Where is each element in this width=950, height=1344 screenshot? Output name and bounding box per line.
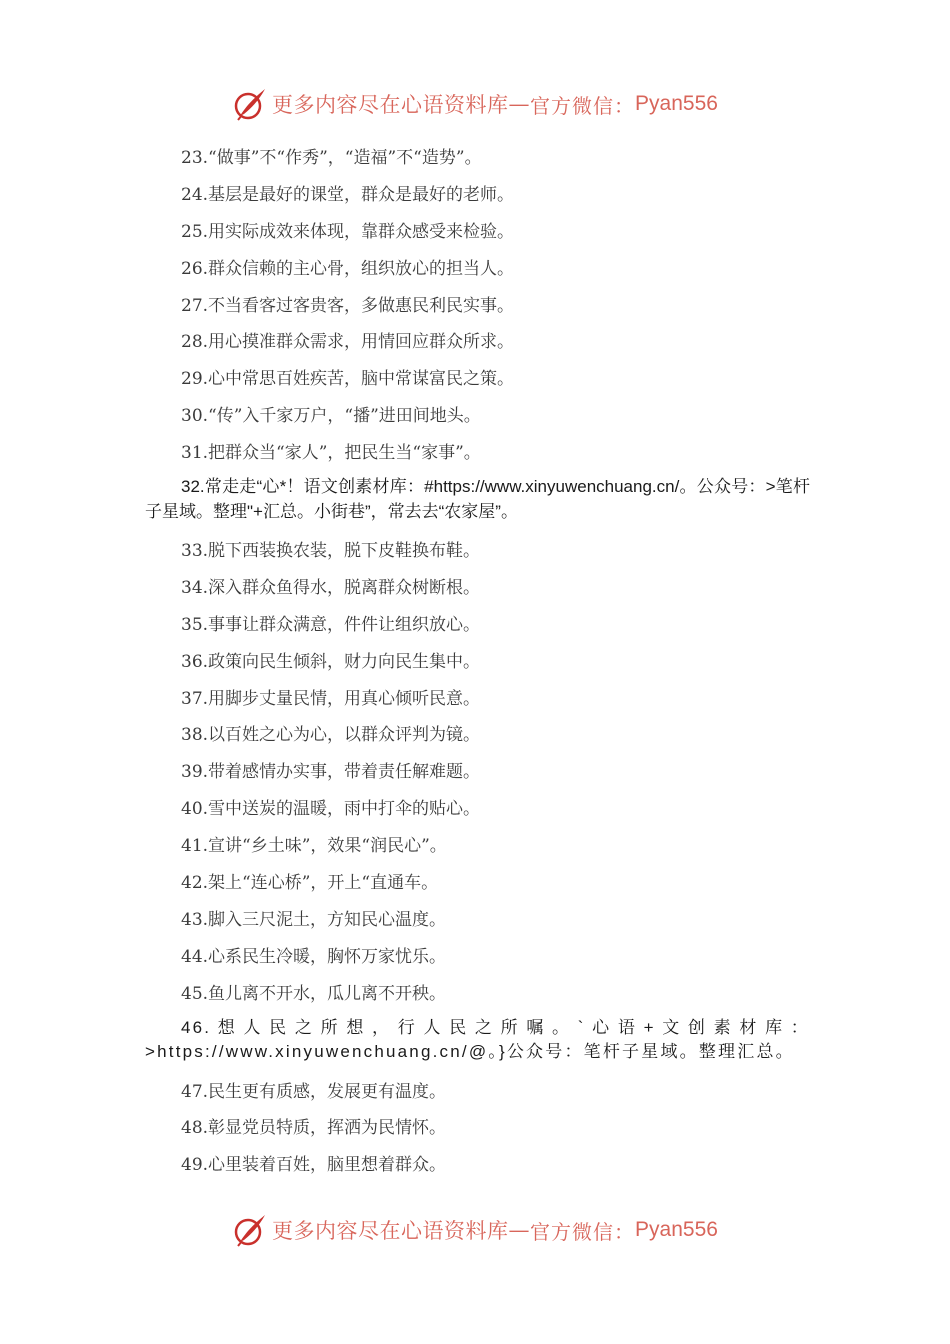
footer-dash: —: [508, 1218, 531, 1242]
slogan-list-b: [145, 536, 810, 1016]
list-item: 47.民生更有质感，发展更有温度。: [181, 1081, 447, 1102]
footer-wechat-label: 官方微信：: [530, 1219, 636, 1244]
list-item: 43.脚入三尺泥土，方知民心温度。: [181, 909, 447, 930]
footer-wechat-id: Pyan556: [635, 1218, 718, 1241]
header-wechat-label: 官方微信：: [530, 93, 636, 118]
list-item: 24.基层是最好的课堂，群众是最好的老师。: [181, 184, 515, 205]
slogan-list-c: [145, 1077, 810, 1188]
list-item: 31.把群众当“家人”，把民生当“家事”。: [181, 443, 481, 464]
list-item: 35.事事让群众满意，件件让组织放心。: [181, 614, 481, 635]
quill-logo-icon: [232, 1212, 268, 1248]
list-item: 48.彰显党员特质，挥洒为民情怀。: [181, 1118, 447, 1139]
list-item: 23.“做事”不“作秀”，“造福”不“造势”。: [181, 148, 482, 168]
list-item: 36.政策向民生倾斜，财力向民生集中。: [181, 651, 481, 672]
list-item: 26.群众信赖的主心骨，组织放心的担当人。: [181, 258, 515, 279]
list-item: 45.鱼儿离不开水，瓜儿离不开秧。: [181, 983, 447, 1004]
list-item: 49.心里装着百姓，脑里想着群众。: [181, 1155, 447, 1176]
list-item: 30.“传”入千家万户，“播”进田间地头。: [181, 406, 481, 427]
paragraph-46: 46.想人民之所想，行人民之所嘱。`心语+文创素材库：>https://www.xinyuwenchuang.cn/@。}公众号：笔杆子星域。整理汇总。: [145, 1017, 810, 1062]
header-dash: —: [508, 92, 531, 116]
list-item: 34.深入群众鱼得水，脱离群众树断根。: [181, 577, 481, 598]
list-item: 41.宣讲“乡土味”，效果“润民心”。: [181, 836, 447, 857]
list-item: 28.用心摸准群众需求，用情回应群众所求。: [181, 332, 515, 353]
header-wechat-id: Pyan556: [635, 92, 718, 115]
document-body: [145, 143, 810, 1187]
slogan-list-a: [145, 143, 810, 475]
list-item: 44.心系民生冷暖，胸怀万家忧乐。: [181, 946, 447, 967]
quill-logo-icon: [232, 86, 268, 122]
list-item: 39.带着感情办实事，带着责任解难题。: [181, 762, 481, 783]
list-item: 29.心中常思百姓疾苦，脑中常谋富民之策。: [181, 369, 515, 390]
list-item: 37.用脚步丈量民情，用真心倾听民意。: [181, 688, 481, 709]
header-brand: 更多内容尽在心语资料库: [272, 93, 509, 117]
header-banner: [0, 84, 950, 124]
footer-banner: [0, 1210, 950, 1250]
list-item: 38.以百姓之心为心，以群众评判为镜。: [181, 725, 481, 746]
list-item: 27.不当看客过客贵客，多做惠民利民实事。: [181, 295, 515, 316]
list-item: 40.雪中送炭的温暖，雨中打伞的贴心。: [181, 799, 481, 820]
list-item: 33.脱下西装换农装，脱下皮鞋换布鞋。: [181, 541, 481, 562]
list-item: 25.用实际成效来体现，靠群众感受来检验。: [181, 221, 515, 242]
footer-brand: 更多内容尽在心语资料库: [272, 1219, 509, 1243]
paragraph-32: 32.常走走“心*！语文创素材库：#https://www.xinyuwenchuang.cn/。公众号：>笔杆子星域。整理"+汇总。小街巷”，常去去“农家屋”。: [145, 477, 810, 521]
list-item: 42.架上“连心桥”，开上“直通车。: [181, 873, 439, 894]
